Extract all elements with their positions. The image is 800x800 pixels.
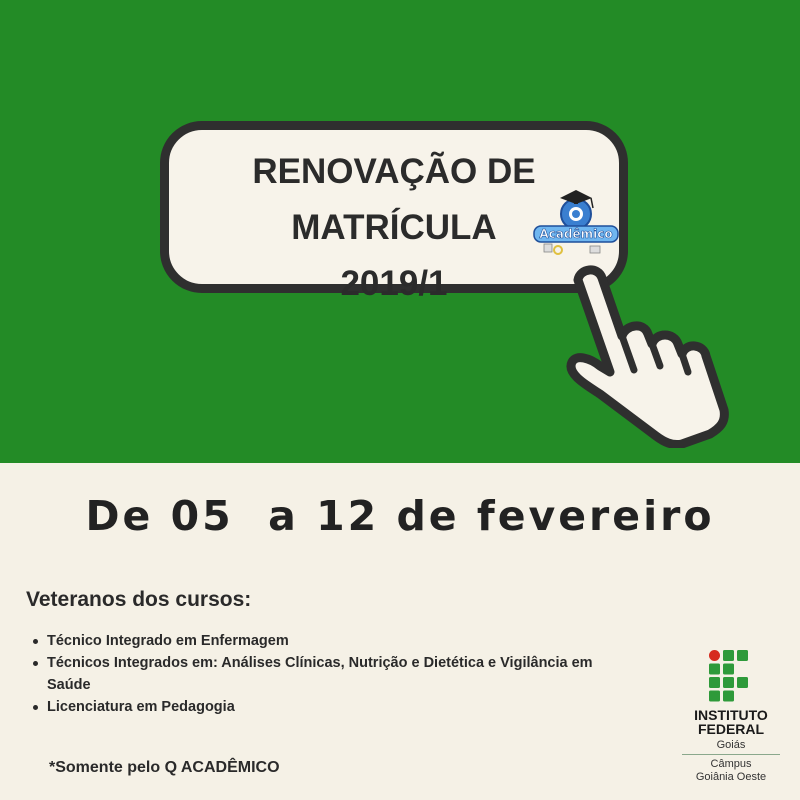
institution-name (676, 708, 786, 736)
q-academico-logo (530, 186, 622, 258)
institution-campus (676, 758, 786, 784)
courses-list (47, 630, 637, 718)
list-item: Técnico Integrado em Enfermagem (47, 630, 637, 652)
title-line-3: 2019/1 (340, 264, 448, 303)
campus-line-2: Goiânia Oeste (695, 771, 767, 783)
title-line-2: MATRÍCULA (291, 208, 497, 247)
list-item: Técnicos Integrados em: Análises Clínicas, Nutrição e Dietética e Vigilância em Saúde (47, 652, 637, 696)
institution-name-line-1: INSTITUTO (694, 707, 768, 723)
footnote: *Somente pelo Q ACADÊMICO (49, 759, 280, 776)
title-line-1: RENOVAÇÃO DE (252, 152, 536, 191)
audience-heading: Veteranos dos cursos: (26, 588, 252, 611)
enrollment-dates: De 05 a 12 de fevereiro (85, 492, 715, 540)
app-logo-text: Acadêmico (539, 227, 613, 241)
if-logo-grid (709, 650, 749, 702)
campus-line-1: Câmpus (710, 758, 752, 770)
institution-name-line-2: FEDERAL (697, 721, 765, 737)
divider (682, 754, 780, 755)
list-item: Licenciatura em Pedagogia (47, 696, 637, 718)
if-goias-logo (676, 648, 786, 788)
pointing-hand-icon (560, 258, 730, 448)
institution-state: Goiás (716, 739, 746, 751)
